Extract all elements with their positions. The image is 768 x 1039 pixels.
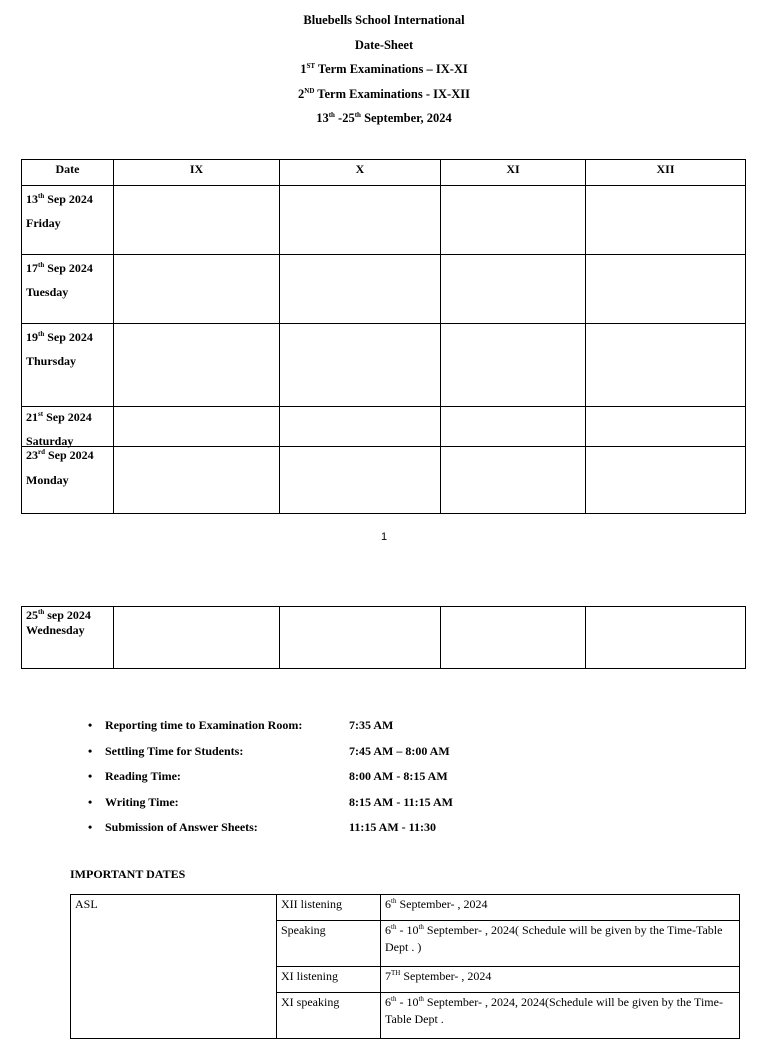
date-cell: 17th Sep 2024 Tuesday [22,255,114,324]
component-cell: XI speaking [277,992,381,1038]
table-row [22,324,746,407]
exam-cell [280,607,441,669]
date-cell: 19th Sep 2024 Thursday [22,324,114,407]
bullet-icon: • [88,718,93,732]
table-row [22,186,746,255]
bullet-icon: • [88,820,93,834]
timing-value: 8:00 AM - 8:15 AM [349,769,448,783]
timing-label: Reporting time to Examination Room: [105,718,303,732]
term2-title: 2ND Term Examinations - IX-XII [298,86,470,101]
exam-cell [114,447,280,514]
component-cell: XII listening [277,895,381,921]
exam-cell [114,255,280,324]
timing-value: 7:35 AM [349,718,394,732]
schedule-table [21,159,746,514]
exam-cell [280,186,441,255]
exam-cell [586,324,746,407]
important-dates-heading: IMPORTANT DATES [70,867,186,881]
column-header: Date [22,160,114,186]
column-header: XI [441,160,586,186]
exam-cell [586,607,746,669]
date-cell: 21st Sep 2024 Saturday [22,407,114,447]
important-dates-table [70,894,740,1039]
table-row [22,407,746,447]
exam-cell [114,407,280,447]
date-detail-cell: 6th - 10th September- , 2024, 2024(Schedule will be given by the Time-Table Dept . [381,992,740,1038]
exam-cell [441,607,586,669]
exam-cell [586,407,746,447]
school-name: Bluebells School International [303,13,465,27]
timing-value: 11:15 AM - 11:30 [349,820,436,834]
timing-label: Submission of Answer Sheets: [105,820,258,834]
exam-cell [280,447,441,514]
subject-cell: ASL [71,895,277,1039]
exam-cell [280,407,441,447]
bullet-icon: • [88,743,93,758]
date-detail-cell: 6th September- , 2024 [381,895,740,921]
schedule-table-continued [21,606,746,669]
bullet-icon: • [88,769,93,783]
date-cell: 23rd Sep 2024 Monday [22,447,114,514]
column-header: IX [114,160,280,186]
exam-cell [586,255,746,324]
exam-cell [280,255,441,324]
date-cell: 13th Sep 2024 Friday [22,186,114,255]
exam-cell [586,447,746,514]
page-number: 1 [380,531,388,543]
column-header: XII [586,160,746,186]
table-row [71,895,740,921]
timing-label: Settling Time for Students: [105,743,244,758]
exam-cell [280,324,441,407]
exam-cell [114,186,280,255]
doc-title: Date-Sheet [354,37,414,52]
date-cell: 25th sep 2024 Wednesday [22,607,114,669]
date-detail-cell: 7TH September- , 2024 [381,966,740,992]
date-detail-cell: 6th - 10th September- , 2024( Schedule will be given by the Time-Table Dept . ) [381,920,740,966]
bullet-icon: • [88,794,93,809]
exam-period: 13th -25th September, 2024 [316,111,452,125]
column-header: X [280,160,441,186]
exam-cell [441,407,586,447]
exam-cell [441,447,586,514]
exam-cell [114,324,280,407]
timing-label: Reading Time: [105,769,181,783]
table-row [22,255,746,324]
exam-cell [441,255,586,324]
timing-label: Writing Time: [105,794,179,809]
table-row [22,607,746,669]
exam-cell [441,186,586,255]
timing-value: 8:15 AM - 11:15 AM [349,794,453,809]
document-header [0,10,768,133]
exam-cell [114,607,280,669]
table-header-row [22,160,746,186]
term1-title: 1ST Term Examinations – IX-XI [300,62,468,76]
table-row [22,447,746,514]
timing-value: 7:45 AM – 8:00 AM [349,743,450,758]
component-cell: Speaking [277,920,381,966]
exam-cell [586,186,746,255]
component-cell: XI listening [277,966,381,992]
exam-cell [441,324,586,407]
